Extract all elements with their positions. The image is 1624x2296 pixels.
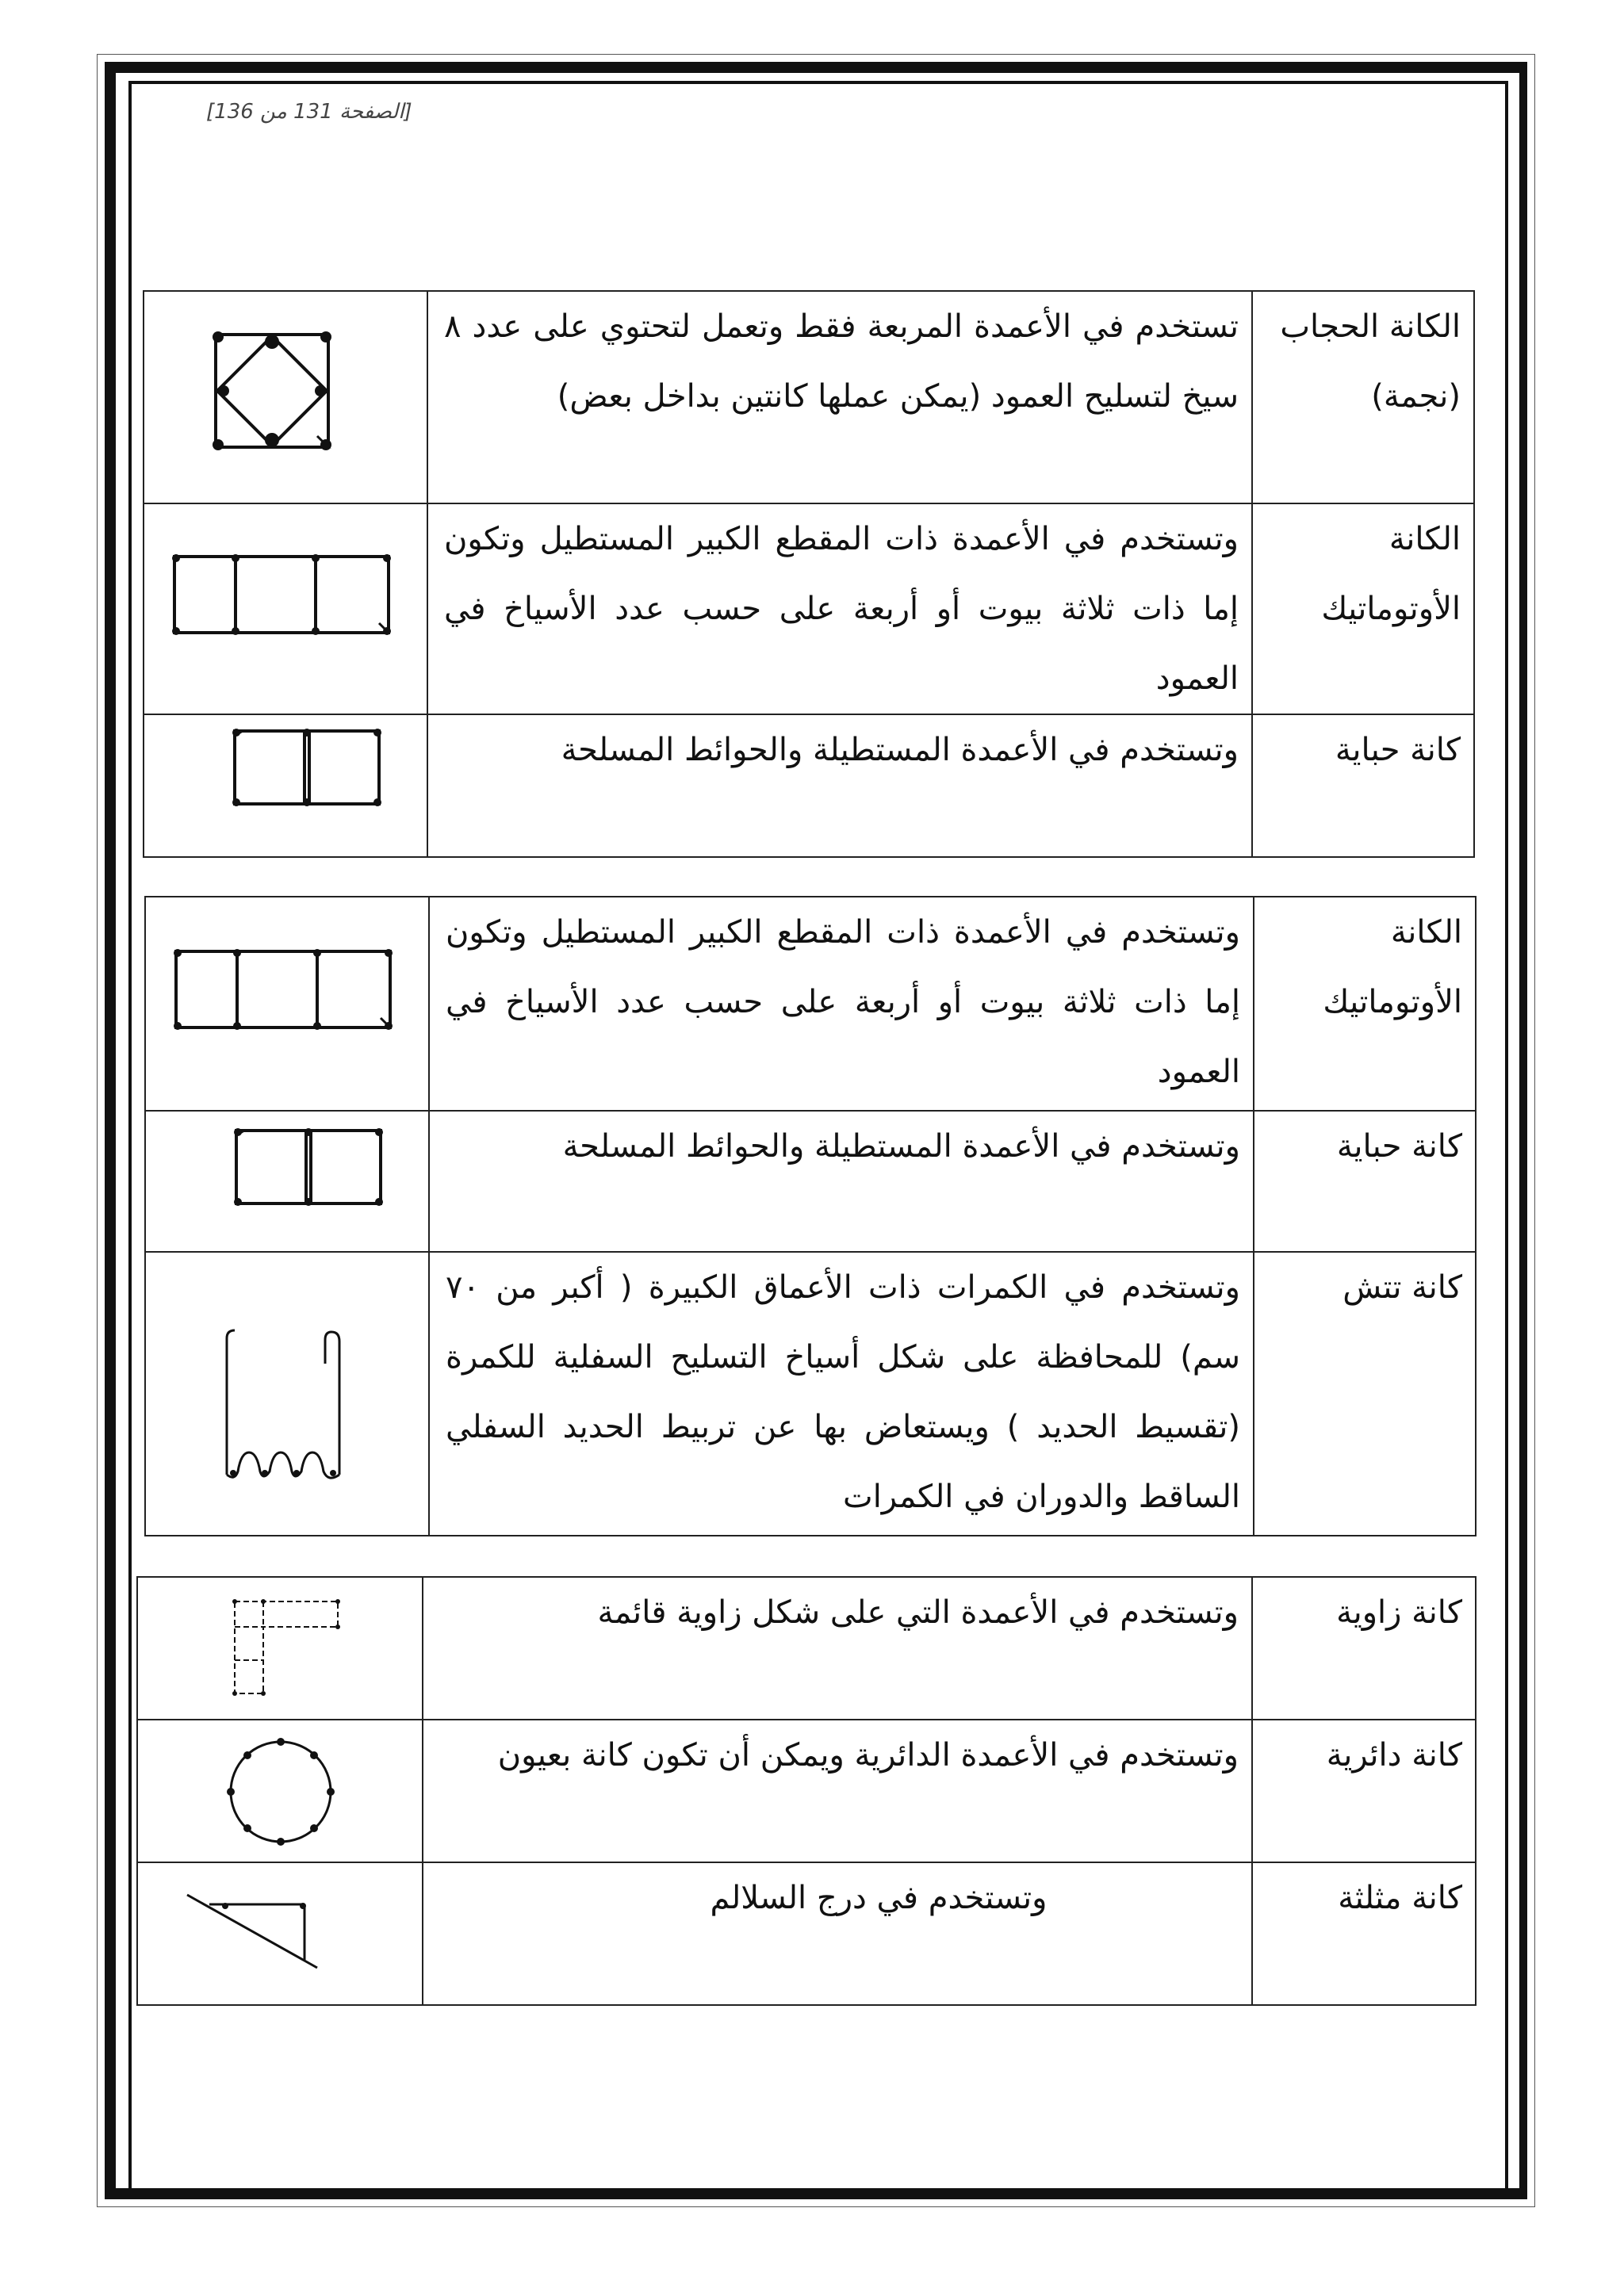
table-row	[144, 503, 1474, 714]
stirrup-name: كانة مثلثة	[1252, 1862, 1476, 2005]
double-stirrup-icon	[146, 1112, 427, 1253]
stirrup-figure-cell	[144, 714, 427, 857]
touch-stirrup-icon	[146, 1253, 427, 1536]
stirrup-description: وتستخدم في الأعمدة المستطيلة والحوائط المسلحة	[427, 714, 1252, 857]
stirrups-table-1	[143, 290, 1475, 858]
stirrup-description: وتستخدم في الأعمدة التي على شكل زاوية قائمة	[423, 1577, 1252, 1720]
stirrups-table-3	[136, 1576, 1477, 2006]
table-row	[137, 1862, 1476, 2005]
stirrup-name: كانة دائرية	[1252, 1720, 1476, 1862]
stirrup-description: وتستخدم في الأعمدة الدائرية ويمكن أن تكون كانة بعيون	[423, 1720, 1252, 1862]
stirrup-figure-cell	[145, 1252, 429, 1536]
stirrup-description: وتستخدم في الكمرات ذات الأعماق الكبيرة ( أكبر من ٧٠ سم) للمحافظة على شكل أسياخ التسليح السفلية للكمرة (تقسيط الحديد ) ويستعاض بها عن تربيط الحديد السفلي الساقط والدوران في الكمرات	[429, 1252, 1254, 1536]
table-row	[144, 714, 1474, 857]
table-row	[137, 1577, 1476, 1720]
table-row	[145, 1111, 1476, 1252]
stirrup-description: وتستخدم في الأعمدة المستطيلة والحوائط المسلحة	[429, 1111, 1254, 1252]
stirrup-figure-cell	[145, 1111, 429, 1252]
stirrup-figure-cell	[144, 291, 427, 503]
stirrups-table-2	[144, 896, 1477, 1536]
table-row	[144, 291, 1474, 503]
automatic-stirrup-icon	[146, 897, 427, 1112]
star-stirrup-icon	[144, 292, 425, 504]
stirrup-description: تستخدم في الأعمدة المربعة فقط وتعمل لتحتوي على عدد ٨ سيخ لتسليح العمود (يمكن عملها كانتين بداخل بعض)	[427, 291, 1252, 503]
triangle-stirrup-icon	[138, 1863, 422, 2006]
stirrup-figure-cell	[137, 1720, 423, 1862]
table-row	[145, 897, 1476, 1111]
double-stirrup-icon	[144, 715, 425, 858]
circular-stirrup-icon	[138, 1720, 422, 1863]
stirrup-name: كانة تتش	[1254, 1252, 1476, 1536]
stirrup-figure-cell	[144, 503, 427, 714]
stirrup-description: وتستخدم في الأعمدة ذات المقطع الكبير المستطيل وتكون إما ذات ثلاثة بيوت أو أربعة على حسب عدد الأسياخ في العمود	[427, 503, 1252, 714]
table-row	[145, 1252, 1476, 1536]
stirrup-figure-cell	[137, 1577, 423, 1720]
stirrup-description: وتستخدم في درج السلالم	[423, 1862, 1252, 2005]
stirrup-name: الكانة الحجاب (نجمة)	[1252, 291, 1474, 503]
stirrup-figure-cell	[137, 1862, 423, 2005]
angle-stirrup-icon	[138, 1578, 422, 1720]
automatic-stirrup-icon	[144, 504, 425, 715]
table-row	[137, 1720, 1476, 1862]
stirrup-name: الكانة الأوتوماتيك	[1254, 897, 1476, 1111]
stirrup-description: وتستخدم في الأعمدة ذات المقطع الكبير المستطيل وتكون إما ذات ثلاثة بيوت أو أربعة على حسب عدد الأسياخ في العمود	[429, 897, 1254, 1111]
stirrup-name: كانة حباية	[1252, 714, 1474, 857]
stirrup-figure-cell	[145, 897, 429, 1111]
stirrup-name: الكانة الأوتوماتيك	[1252, 503, 1474, 714]
stirrup-name: كانة حباية	[1254, 1111, 1476, 1252]
page-number-label: [الصفحة 131 من 136]	[206, 100, 412, 124]
stirrup-name: كانة زاوية	[1252, 1577, 1476, 1720]
